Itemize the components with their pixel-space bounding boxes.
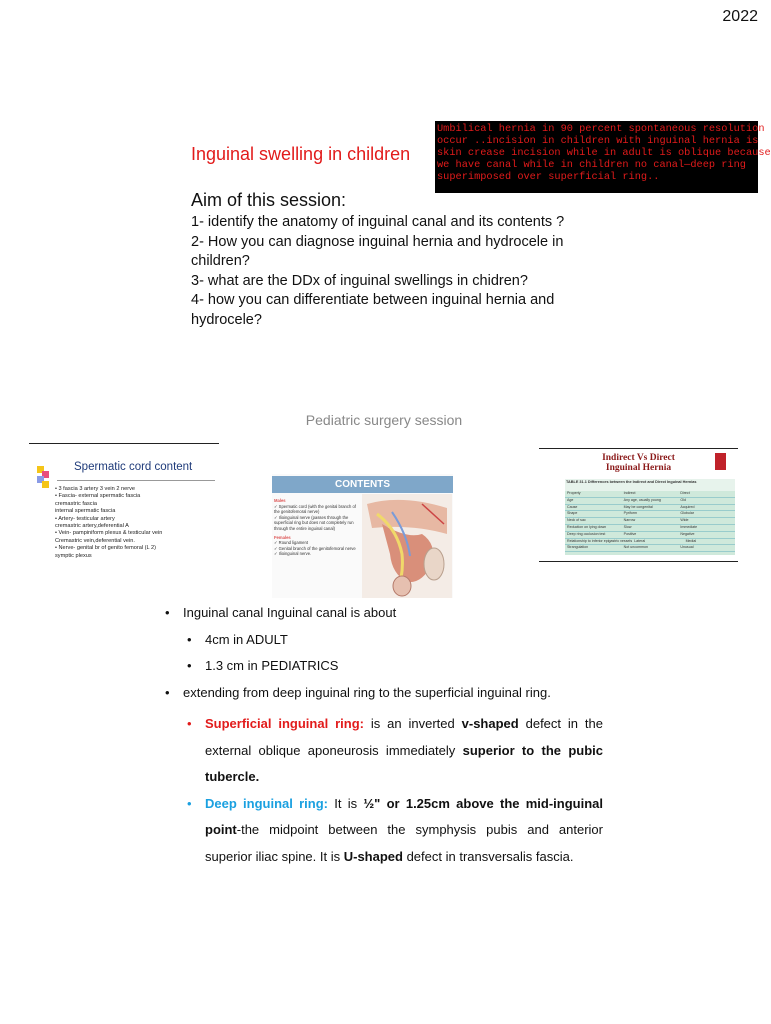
bullet-item: [163, 685, 603, 712]
males-item: ✓ Spermatic cord (with the genital branch of the genitofemoral nerve): [274, 503, 356, 515]
deep-ring-label: Deep inguinal ring:: [205, 795, 328, 811]
table-row: Reduction on lying down Slow Immediate: [565, 525, 735, 532]
bullet-bold: U-shaped: [343, 848, 403, 864]
females-item: ✓ Genital branch of the genitofemoral nerve: [274, 545, 356, 551]
bullet-text: 4cm in ADULT: [205, 631, 288, 647]
bullet-text: It is: [328, 795, 364, 811]
bullet-item: [185, 658, 603, 685]
slide-caption: Spermatic cord content: [74, 461, 193, 473]
slide-line: symptic plexus: [55, 552, 92, 559]
bullet-item: [185, 632, 603, 659]
bullet-item: [163, 605, 603, 632]
aim-item: 2- How you can diagnose inguinal hernia and hydrocele in children?: [191, 233, 564, 269]
table-caption: TABLE 31.1 Differences between the Indirect and Direct Inguinal Hernias: [565, 479, 735, 491]
slide-line: • Vein- pampiniform plexus & testicular vein: [55, 530, 163, 537]
superficial-ring-label: Superficial inguinal ring:: [205, 716, 364, 731]
year-label: 2022: [722, 8, 758, 25]
bullet-text: defect in transversalis fascia.: [402, 848, 574, 864]
slide-logo-icon: [37, 466, 49, 494]
anatomy-illustration: [362, 494, 452, 598]
slide-line: cremastric fascia: [55, 500, 97, 507]
table-heading-line: Inguinal Hernia: [605, 463, 672, 473]
table-heading-line: Indirect Vs Direct: [602, 453, 675, 463]
note-line: Umbilical hernia in 90 percent spontaneous resolution: [437, 123, 765, 135]
table-row: Age Any age, usually young Old: [565, 498, 735, 505]
table-row: Property Indirect Direct: [565, 491, 735, 498]
bullet-bold: ½" or 1.25cm above the mid-inguinal point: [205, 795, 603, 837]
bullet-text: extending from deep inguinal ring to the superficial inguinal ring.: [183, 684, 551, 700]
note-line: superimposed over superficial ring..: [437, 171, 660, 183]
page-title: Inguinal swelling in children: [191, 144, 411, 164]
males-heading: Males: [274, 498, 286, 503]
slide-divider: [57, 480, 215, 481]
bullet-text: is an inverted: [363, 716, 462, 731]
bullet-text: Inguinal canal Inguinal canal is about: [183, 605, 397, 620]
slide-line: Cremastric vein,deferential vein.: [55, 537, 135, 544]
comparison-table: [565, 479, 735, 555]
slide-line: • Fascia- external spermatic fascia: [55, 493, 141, 500]
indirect-vs-direct-image: [539, 448, 738, 562]
bullet-text: 1.3 cm in PEDIATRICS: [205, 658, 339, 673]
table-row: Relationship to inferior epigastric vessels Lateral Medial: [565, 539, 735, 546]
notes-bullets: [163, 605, 603, 870]
bullet-bold: v-shaped: [461, 716, 519, 731]
slide-line: internal spermatic fascia: [55, 508, 116, 515]
note-line: we have canal while in children no canal—deep ring: [437, 159, 746, 171]
bullet-text: defect in the external oblique aponeurosis immediately: [205, 716, 603, 758]
bullet-item: [185, 791, 603, 871]
slide-text: [55, 486, 162, 560]
table-row: Strangulation Not uncommon Unusual: [565, 545, 735, 552]
contents-banner: CONTENTS: [272, 476, 453, 493]
males-item: ✓ Ilioinguinal nerve (passes through the superficial ring but does not completely run through the entire inguinal canal): [274, 514, 354, 531]
spermatic-cord-slide-image: [29, 443, 219, 576]
table-row: Cause May be congenital Acquired: [565, 505, 735, 512]
note-line: skin crease incision while in adult is oblique because: [437, 147, 771, 159]
slide-line: • Nerve- genital br of genito femoral (L 2): [55, 545, 156, 552]
accent-bar: [715, 453, 726, 470]
table-row: Deep ring occlusion test Positive Negative: [565, 532, 735, 539]
table-heading: [539, 453, 738, 473]
slide-line: • Artery- testicular artery: [55, 515, 115, 522]
aim-item: 3- what are the DDx of inguinal swellings in chidren?: [191, 272, 528, 289]
bullet-text: -the midpoint between the symphysis pubis and anterior superior iliac spine. It is: [205, 822, 603, 864]
contents-text: [274, 498, 362, 557]
aim-item: 1- identify the anatomy of inguinal canal and its contents ?: [191, 214, 565, 230]
session-subtitle: Pediatric surgery session: [305, 412, 463, 428]
bullet-item: [185, 711, 603, 791]
aim-heading: Aim of this session:: [191, 190, 347, 210]
bullet-bold: superior to the pubic tubercle.: [205, 742, 603, 784]
table-row: Neck of sac Narrow Wide: [565, 518, 735, 525]
aim-item: 4- how you can differentiate between inguinal hernia and hydrocele?: [191, 292, 555, 328]
slide-line: • 3 fascia 3 artery 3 vein 2 nerve: [55, 486, 136, 492]
table-row: Shape Pyriform Globular: [565, 511, 735, 518]
slide-line: cremastric artery,deferential A: [55, 523, 129, 530]
females-item: ✓ Ilioinguinal nerve.: [274, 551, 312, 557]
inguinal-contents-image: [272, 474, 453, 598]
handwritten-note-box: [435, 121, 771, 193]
females-item: ✓ Round ligament: [274, 540, 309, 546]
aims-list: [191, 213, 581, 330]
females-heading: Females: [274, 534, 291, 540]
note-line: occur ..incision in children with inguinal hernia is: [437, 135, 759, 147]
